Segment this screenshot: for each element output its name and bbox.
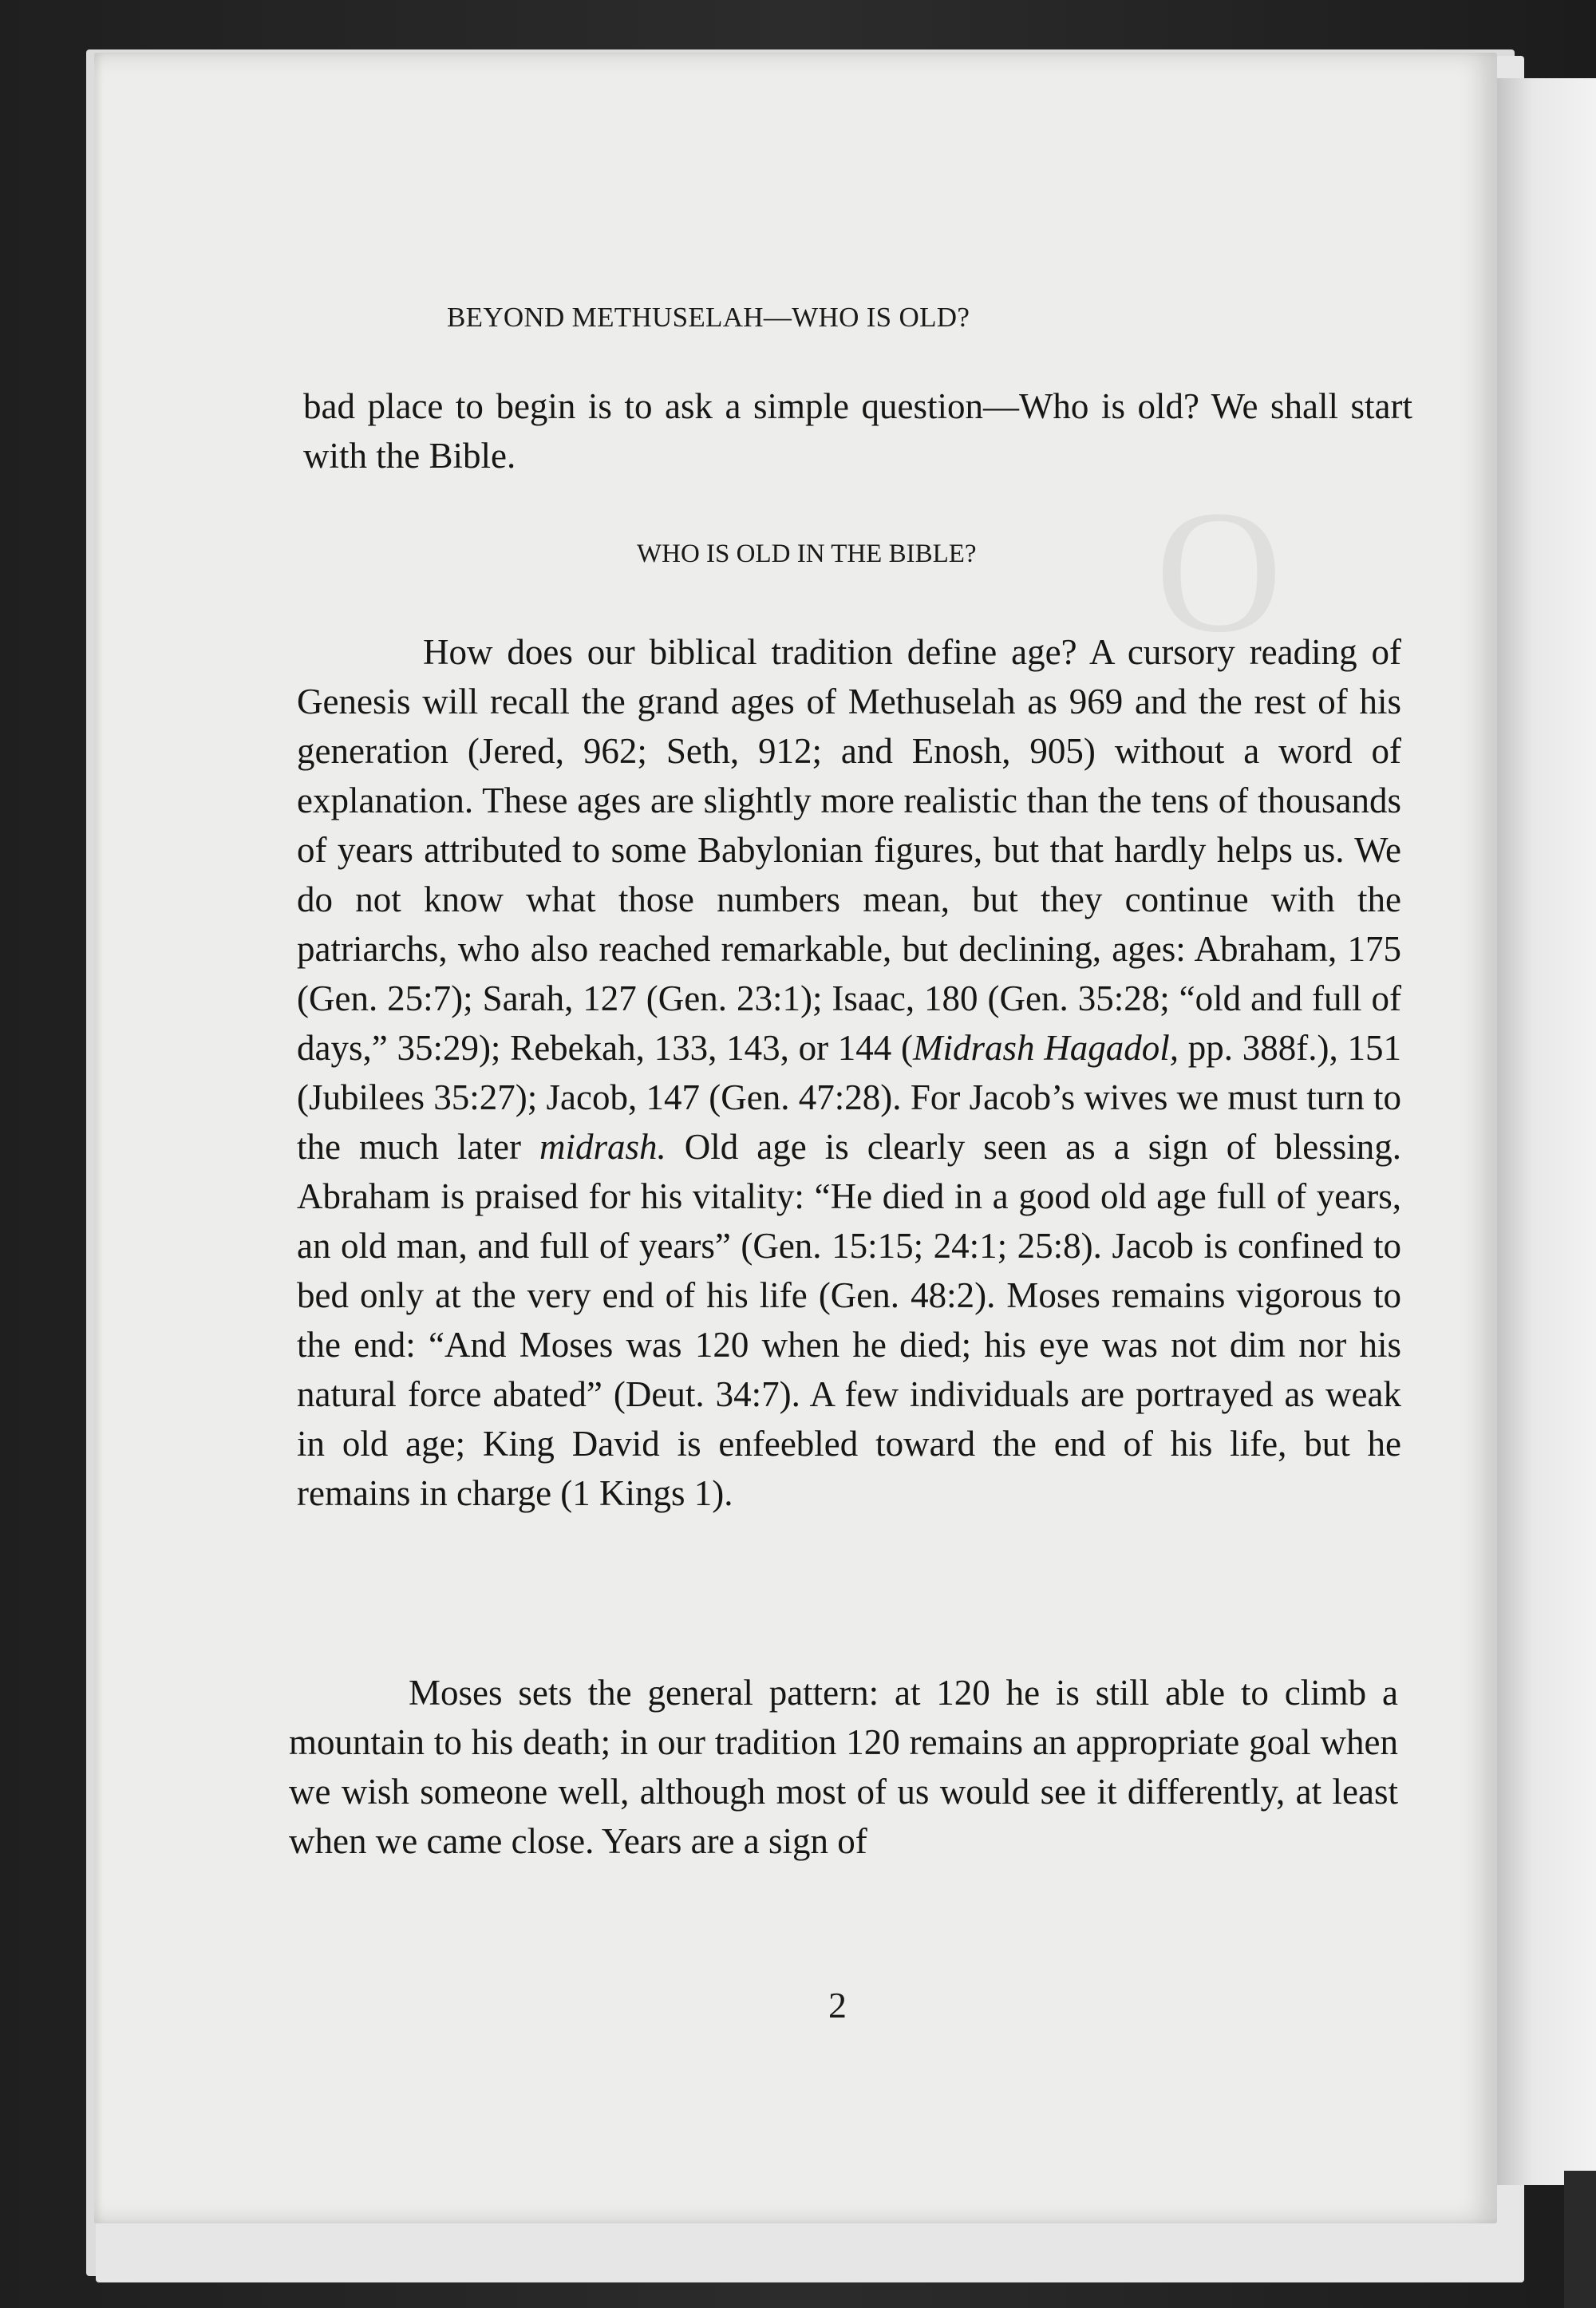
- show-through-drop-cap: O: [1156, 474, 1282, 669]
- paragraph-one-italic-a: Midrash Hagadol,: [913, 1028, 1179, 1068]
- section-heading: WHO IS OLD IN THE BIBLE?: [637, 539, 977, 568]
- paragraph-one-italic-b: midrash.: [539, 1127, 666, 1167]
- intro-paragraph: bad place to begin is to ask a simple question—Who is old? We shall start with the Bible.: [303, 386, 1412, 476]
- page-number: 2: [828, 1985, 847, 2025]
- paragraph-one-text-a: How does our biblical tradition define age? A cursory reading of Genesis will recall the grand ages of Methuselah as 969 and the rest of his generation (Jered, 962; Seth, 912; and Enosh, 905) without a word of explanation. These ages are slightly more realistic than the tens of thousands of years attributed to some Babylonian figures, but that hardly helps us. We do not know what those numbers mean, but they continue with the patriarchs, who also reached remarkable, but declining, ages: Abraham, 175 (Gen. 25:7); Sarah, 127 (Gen. 23:1); Isaac, 180 (Gen. 35:28; “old and full of days,” 35:29); Rebekah, 133, 143, or 144 (: [297, 632, 1401, 1068]
- paragraph-one-text-c: Old age is clearly seen as a sign of blessing. Abraham is praised for his vitality: “He died in a good old age full of years, an old man, and full of years” (Gen. 15:15; 24:1; 25:8). Jacob is confined to bed only at the very end of his life (Gen. 48:2). Moses remains vigorous to the end: “And Moses was 120 when he died; his eye was not dim nor his natural force abated” (Deut. 34:7). A few individuals are portrayed as weak in old age; King David is enfeebled toward the end of his life, but he remains in charge (1 Kings 1).: [297, 1127, 1401, 1513]
- paragraph-two: Moses sets the general pattern: at 120 he is still able to climb a mountain to his death; in our tradition 120 remains an appropriate goal when we wish someone well, although most of us would see it differently, at least when we came close. Years are a sign of: [289, 1673, 1398, 1861]
- running-head: BEYOND METHUSELAH—WHO IS OLD?: [447, 302, 970, 333]
- facing-page-edge: [1491, 78, 1596, 2185]
- paragraph-one-text-b: pp. 388f.), 151 (Jubilees 35:27); Jacob, 147 (Gen. 47:28). For Jacob’s wives we must turn to the much later: [297, 1028, 1402, 1167]
- paragraph-one: [297, 627, 1401, 1518]
- cover-corner: [1564, 2171, 1596, 2308]
